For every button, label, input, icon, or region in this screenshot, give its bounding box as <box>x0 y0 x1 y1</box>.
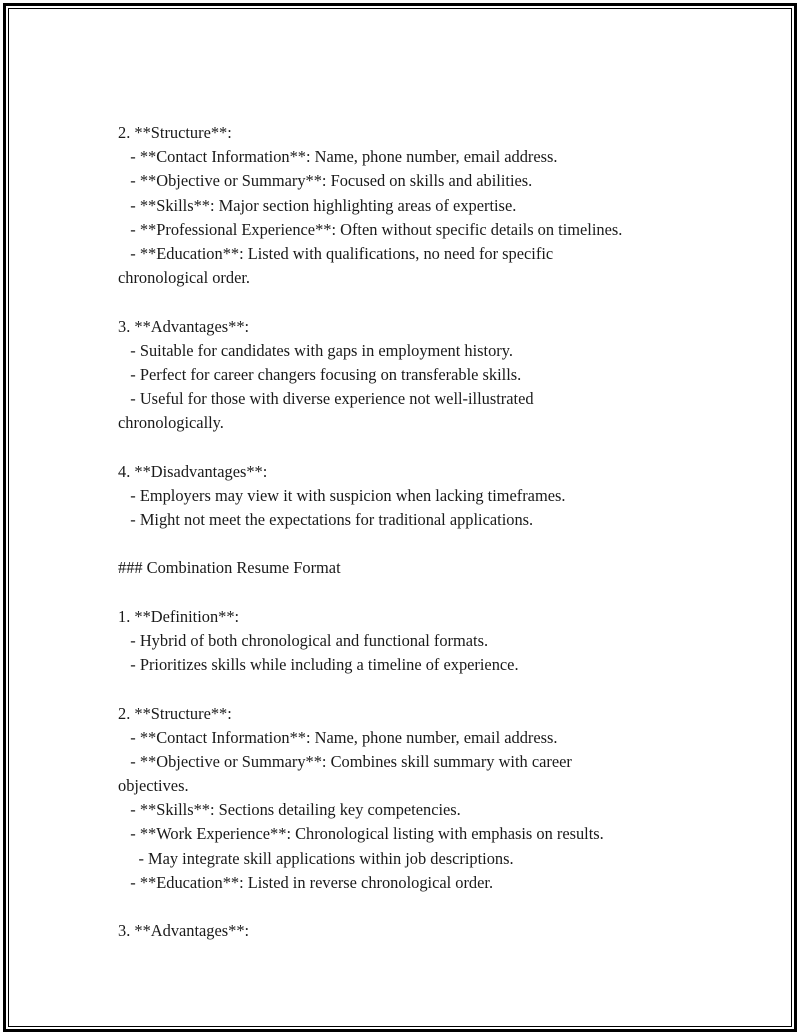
text-line: ### Combination Resume Format <box>118 558 341 578</box>
text-line: 3. **Advantages**: <box>118 921 250 941</box>
text-line: - **Education**: Listed with qualifications, no need for specific <box>118 243 554 263</box>
page-frame <box>3 3 797 1032</box>
text-line: - **Skills**: Sections detailing key competencies. <box>118 800 461 820</box>
text-line: 3. **Advantages**: <box>118 316 250 336</box>
blank-line <box>118 532 708 556</box>
text-line: chronological order. <box>118 268 250 288</box>
text-line: 4. **Disadvantages**: <box>118 461 268 481</box>
text-line: - Perfect for career changers focusing on transferable skills. <box>118 364 522 384</box>
text-line: - **Objective or Summary**: Focused on skills and abilities. <box>118 171 533 191</box>
text-line: - Useful for those with diverse experience not well-illustrated <box>118 389 534 409</box>
text-line: - Might not meet the expectations for traditional applications. <box>118 510 534 529</box>
text-line: - Hybrid of both chronological and functional formats. <box>118 630 489 650</box>
text-line: objectives. <box>118 776 189 796</box>
text-line: - Employers may view it with suspicion when lacking timeframes. <box>118 485 566 505</box>
text-line: 2. **Structure**: <box>118 123 232 142</box>
text-line: chronologically. <box>118 413 224 433</box>
text-line: - **Contact Information**: Name, phone number, email address. <box>118 727 558 747</box>
blank-line <box>118 677 708 701</box>
text-line: - **Objective or Summary**: Combines skill summary with career <box>118 751 572 771</box>
text-line: - Suitable for candidates with gaps in employment history. <box>118 340 513 360</box>
text-line: - **Work Experience**: Chronological listing with emphasis on results. <box>118 824 604 844</box>
blank-line <box>118 895 708 919</box>
text-line: - **Skills**: Major section highlighting areas of expertise. <box>118 195 517 215</box>
text-line: - **Contact Information**: Name, phone number, email address. <box>118 147 558 167</box>
text-line: - **Education**: Listed in reverse chronological order. <box>118 872 494 892</box>
blank-line <box>118 435 708 459</box>
text-line: 2. **Structure**: <box>118 703 232 723</box>
text-line: - **Professional Experience**: Often without specific details on timelines. <box>118 219 623 239</box>
text-line: - Prioritizes skills while including a timeline of experience. <box>118 655 519 675</box>
blank-line <box>118 581 708 605</box>
text-line: - May integrate skill applications within job descriptions. <box>118 848 514 868</box>
blank-line <box>118 290 708 314</box>
document-body <box>118 121 708 943</box>
text-line: 1. **Definition**: <box>118 606 240 626</box>
